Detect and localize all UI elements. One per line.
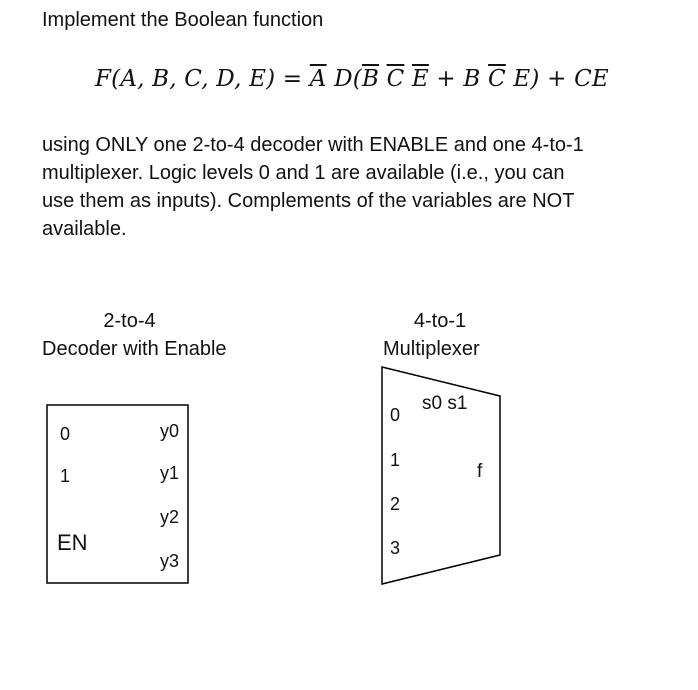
equation-lhs: F(A, B, C, D, E) = [95, 66, 303, 92]
equation-c1-bar: $\overline{C}$ [386, 66, 405, 92]
decoder-enable-label: EN [57, 530, 88, 555]
equation-d-open: D( [334, 66, 362, 92]
decoder-title-line-1: 2-to-4 [103, 310, 156, 332]
mux-input-0-label: 0 [390, 405, 401, 425]
equation-c2-bar: $\overline{C}$ [488, 66, 506, 92]
equation-b1-bar: $\overline{B}$ [361, 66, 380, 92]
equation-e1-bar: $\overline{E}$ [411, 66, 429, 92]
equation-plus-2: + [547, 66, 567, 92]
decoder-input-0-label: 0 [60, 424, 71, 444]
instructions-line-2: multiplexer. Logic levels 0 and 1 are available (i.e., you can [42, 162, 565, 184]
instructions-line-4: available. [42, 218, 127, 240]
decoder-title-line-2: Decoder with Enable [42, 338, 227, 360]
equation-b2: B [463, 66, 481, 92]
equation-ce: CE [574, 66, 609, 92]
mux-select-label: s0 s1 [422, 393, 468, 414]
instructions-line-3: use them as inputs). Complements of the variables are NOT [42, 190, 575, 212]
mux-input-1-label: 1 [390, 450, 401, 470]
equation-plus-1: + [436, 66, 456, 92]
decoder-output-y3-label: y3 [160, 551, 180, 571]
decoder-output-y0-label: y0 [160, 421, 180, 441]
instructions-line-1: using ONLY one 2-to-4 decoder with ENABLE and one 4-to-1 [42, 134, 584, 156]
decoder-output-y2-label: y2 [160, 507, 180, 527]
equation-e2-close: E) [513, 66, 540, 92]
mux-title-line-2: Multiplexer [383, 338, 480, 360]
mux-output-f-label: f [477, 461, 483, 482]
equation-a-bar: $\overline{A}$ [309, 66, 327, 92]
problem-heading: Implement the Boolean function [42, 9, 324, 31]
decoder-input-1-label: 1 [60, 466, 71, 486]
mux-title-line-1: 4-to-1 [413, 310, 467, 332]
decoder-output-y1-label: y1 [160, 463, 180, 483]
mux-input-2-label: 2 [390, 494, 401, 514]
mux-input-3-label: 3 [390, 538, 401, 558]
